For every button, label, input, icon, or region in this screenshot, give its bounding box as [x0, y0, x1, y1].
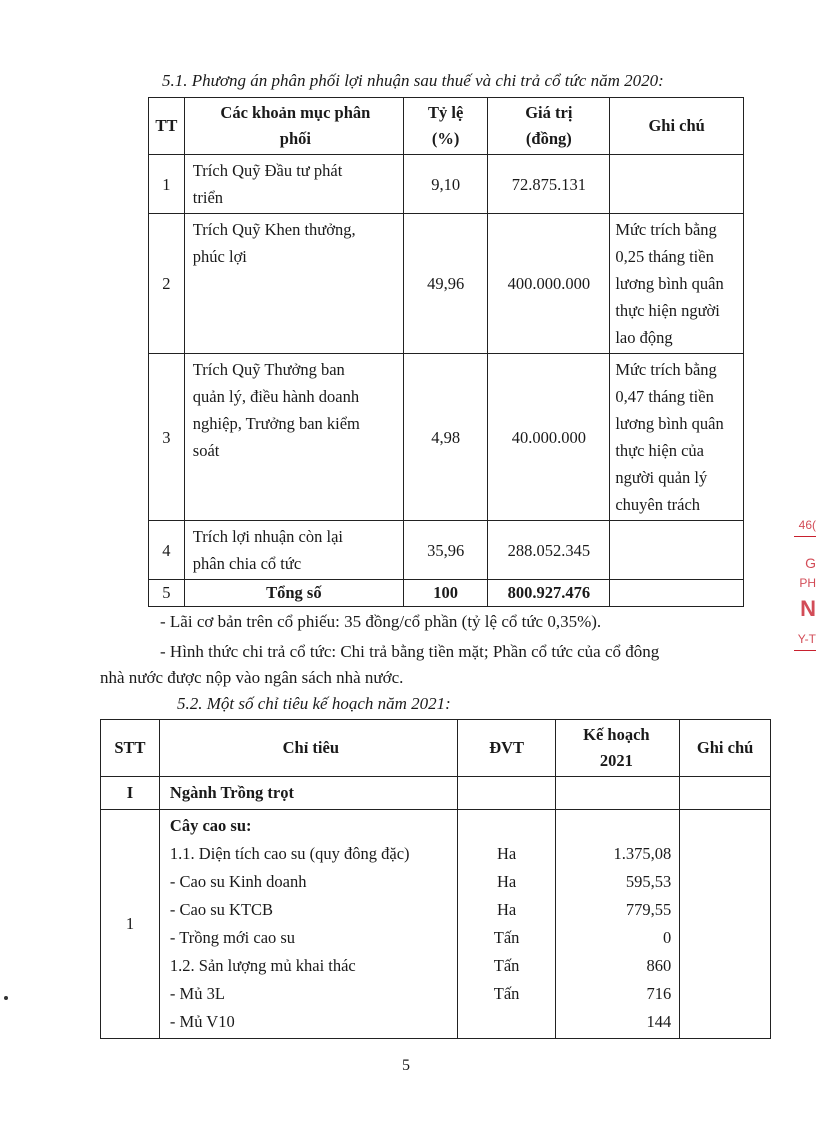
- table-row: [149, 521, 744, 580]
- row-item-line: phân chia cổ tức: [192, 554, 302, 573]
- indicator-line: - Mủ V10: [169, 1012, 235, 1031]
- row-item-line: Trích Quỹ Đầu tư phát: [192, 161, 343, 180]
- total-note: [610, 580, 744, 607]
- table-row: [149, 214, 744, 354]
- row-rate: 35,96: [403, 521, 487, 580]
- group-plan: [556, 777, 680, 810]
- payment-note-line1: - Hình thức chi trả cổ tức: Chi trả bằng tiền mặt; Phần cổ tức của cổ đông: [160, 642, 660, 661]
- note-line: thực hiện người: [615, 301, 720, 320]
- header-item-line1: Các khoản mục phân: [220, 103, 371, 122]
- note-line: lương bình quân: [615, 414, 724, 433]
- header-value: [488, 98, 610, 155]
- row-tt: 4: [149, 521, 185, 580]
- header-rate: [403, 98, 487, 155]
- row-item: [184, 155, 403, 214]
- table-row: [149, 354, 744, 521]
- block-note: [680, 810, 771, 1039]
- unit-line: [463, 1008, 551, 1036]
- plan-line: 144: [646, 1012, 672, 1031]
- table-header-row: [149, 98, 744, 155]
- row-item-line: soát: [192, 441, 220, 460]
- indicator-line: - Cao su KTCB: [169, 900, 274, 919]
- header-note: Ghi chú: [610, 98, 744, 155]
- total-rate: 100: [403, 580, 487, 607]
- note-line: Mức trích bằng: [615, 220, 717, 239]
- header-value-line2: (đồng): [525, 129, 572, 148]
- header-plan: [556, 720, 680, 777]
- eps-note: - Lãi cơ bản trên cổ phiếu: 35 đồng/cổ phần (tỷ lệ cổ tức 0,35%).: [160, 612, 602, 631]
- block-plans: [556, 810, 680, 1039]
- stamp-divider: [794, 536, 816, 537]
- block-indicators: [159, 810, 457, 1039]
- row-rate: 49,96: [403, 214, 487, 354]
- unit-line: Tấn: [493, 984, 520, 1003]
- row-tt: 2: [149, 214, 185, 354]
- stamp-text: PH: [799, 576, 816, 590]
- row-note: [610, 521, 744, 580]
- row-item-line: quản lý, điều hành doanh: [192, 387, 360, 406]
- row-tt: 1: [149, 155, 185, 214]
- indicator-line: 1.2. Sản lượng mủ khai thác: [169, 956, 356, 975]
- stamp-text: N: [800, 596, 816, 621]
- total-row: [149, 580, 744, 607]
- block-stt: 1: [101, 810, 160, 1039]
- table-row: [101, 810, 771, 1039]
- group-unit: [457, 777, 556, 810]
- note-line: lương bình quân: [615, 274, 724, 293]
- group-note: [680, 777, 771, 810]
- plan-line: 716: [646, 984, 672, 1003]
- note-line: 0,25 tháng tiền: [615, 247, 714, 266]
- header-note: Ghi chú: [680, 720, 771, 777]
- row-tt: 3: [149, 354, 185, 521]
- block-units: [457, 810, 556, 1039]
- note-line: lao động: [615, 328, 673, 347]
- row-value: 400.000.000: [488, 214, 610, 354]
- plan-line: 779,55: [625, 900, 672, 919]
- payment-note-line2: nhà nước được nộp vào ngân sách nhà nước.: [100, 668, 404, 687]
- row-rate: 4,98: [403, 354, 487, 521]
- row-item-line: Trích lợi nhuận còn lại: [192, 527, 343, 546]
- table-header-row: [101, 720, 771, 777]
- block-title: Cây cao su:: [169, 816, 252, 835]
- table-row: [149, 155, 744, 214]
- stamp-divider: [794, 650, 816, 651]
- row-value: 72.875.131: [488, 155, 610, 214]
- row-note: [610, 214, 744, 354]
- header-value-line1: Giá trị: [525, 103, 573, 122]
- plan-line: 1.375,08: [613, 844, 672, 863]
- header-plan-line1: Kế hoạch: [583, 725, 650, 744]
- stamp-text: G: [805, 555, 816, 571]
- header-rate-line1: Tỷ lệ: [427, 103, 464, 122]
- plan-spacer: [561, 812, 671, 840]
- header-item: [184, 98, 403, 155]
- scan-speck: [4, 996, 8, 1000]
- group-label: Ngành Trồng trọt: [159, 777, 457, 810]
- plan-indicators-table: [100, 719, 771, 1039]
- indicator-line: - Trồng mới cao su: [169, 928, 296, 947]
- unit-line: Ha: [496, 900, 517, 919]
- header-rate-line2: (%): [431, 129, 460, 148]
- header-item-line2: phối: [279, 129, 311, 148]
- row-item: [184, 521, 403, 580]
- row-item-line: triển: [192, 188, 224, 207]
- unit-line: Ha: [496, 872, 517, 891]
- section-5-2-heading: 5.2. Một số chỉ tiêu kế hoạch năm 2021:: [177, 694, 451, 713]
- row-note: [610, 354, 744, 521]
- group-row: [101, 777, 771, 810]
- indicator-line: - Mủ 3L: [169, 984, 225, 1003]
- note-line: chuyên trách: [615, 495, 701, 514]
- row-rate: 9,10: [403, 155, 487, 214]
- group-stt: I: [101, 777, 160, 810]
- total-tt: 5: [149, 580, 185, 607]
- note-line: Mức trích bằng: [615, 360, 717, 379]
- row-item-line: phúc lợi: [192, 247, 247, 266]
- stamp-text: 46(: [798, 518, 816, 532]
- total-label: Tổng số: [184, 580, 403, 607]
- row-value: 40.000.000: [488, 354, 610, 521]
- row-item-line: nghiệp, Trưởng ban kiểm: [192, 414, 360, 433]
- header-unit: ĐVT: [457, 720, 556, 777]
- unit-line: Ha: [496, 844, 517, 863]
- indicator-line: 1.1. Diện tích cao su (quy đông đặc): [169, 844, 410, 863]
- header-indicator: Chỉ tiêu: [159, 720, 457, 777]
- row-note: [610, 155, 744, 214]
- row-value: 288.052.345: [488, 521, 610, 580]
- page-number: 5: [402, 1057, 410, 1074]
- row-item-line: Trích Quỹ Thưởng ban: [192, 360, 345, 379]
- stamp-text: Y-T: [797, 632, 816, 646]
- row-item: [184, 354, 403, 521]
- plan-line: 860: [646, 956, 672, 975]
- unit-line: Tấn: [493, 928, 520, 947]
- header-tt: TT: [149, 98, 185, 155]
- note-line: thực hiện của: [615, 441, 704, 460]
- note-line: 0,47 tháng tiền: [615, 387, 714, 406]
- profit-distribution-table: [148, 97, 744, 607]
- unit-spacer: [463, 812, 551, 840]
- unit-line: Tấn: [493, 956, 520, 975]
- total-value: 800.927.476: [488, 580, 610, 607]
- row-item-line: Trích Quỹ Khen thưởng,: [192, 220, 356, 239]
- header-plan-line2: 2021: [599, 751, 633, 770]
- header-stt: STT: [101, 720, 160, 777]
- plan-line: 595,53: [625, 872, 672, 891]
- plan-line: 0: [662, 928, 672, 947]
- indicator-line: - Cao su Kinh doanh: [169, 872, 307, 891]
- note-line: người quản lý: [615, 468, 708, 487]
- section-5-1-heading: 5.1. Phương án phân phối lợi nhuận sau thuế và chi trả cổ tức năm 2020:: [162, 71, 664, 90]
- row-item: [184, 214, 403, 354]
